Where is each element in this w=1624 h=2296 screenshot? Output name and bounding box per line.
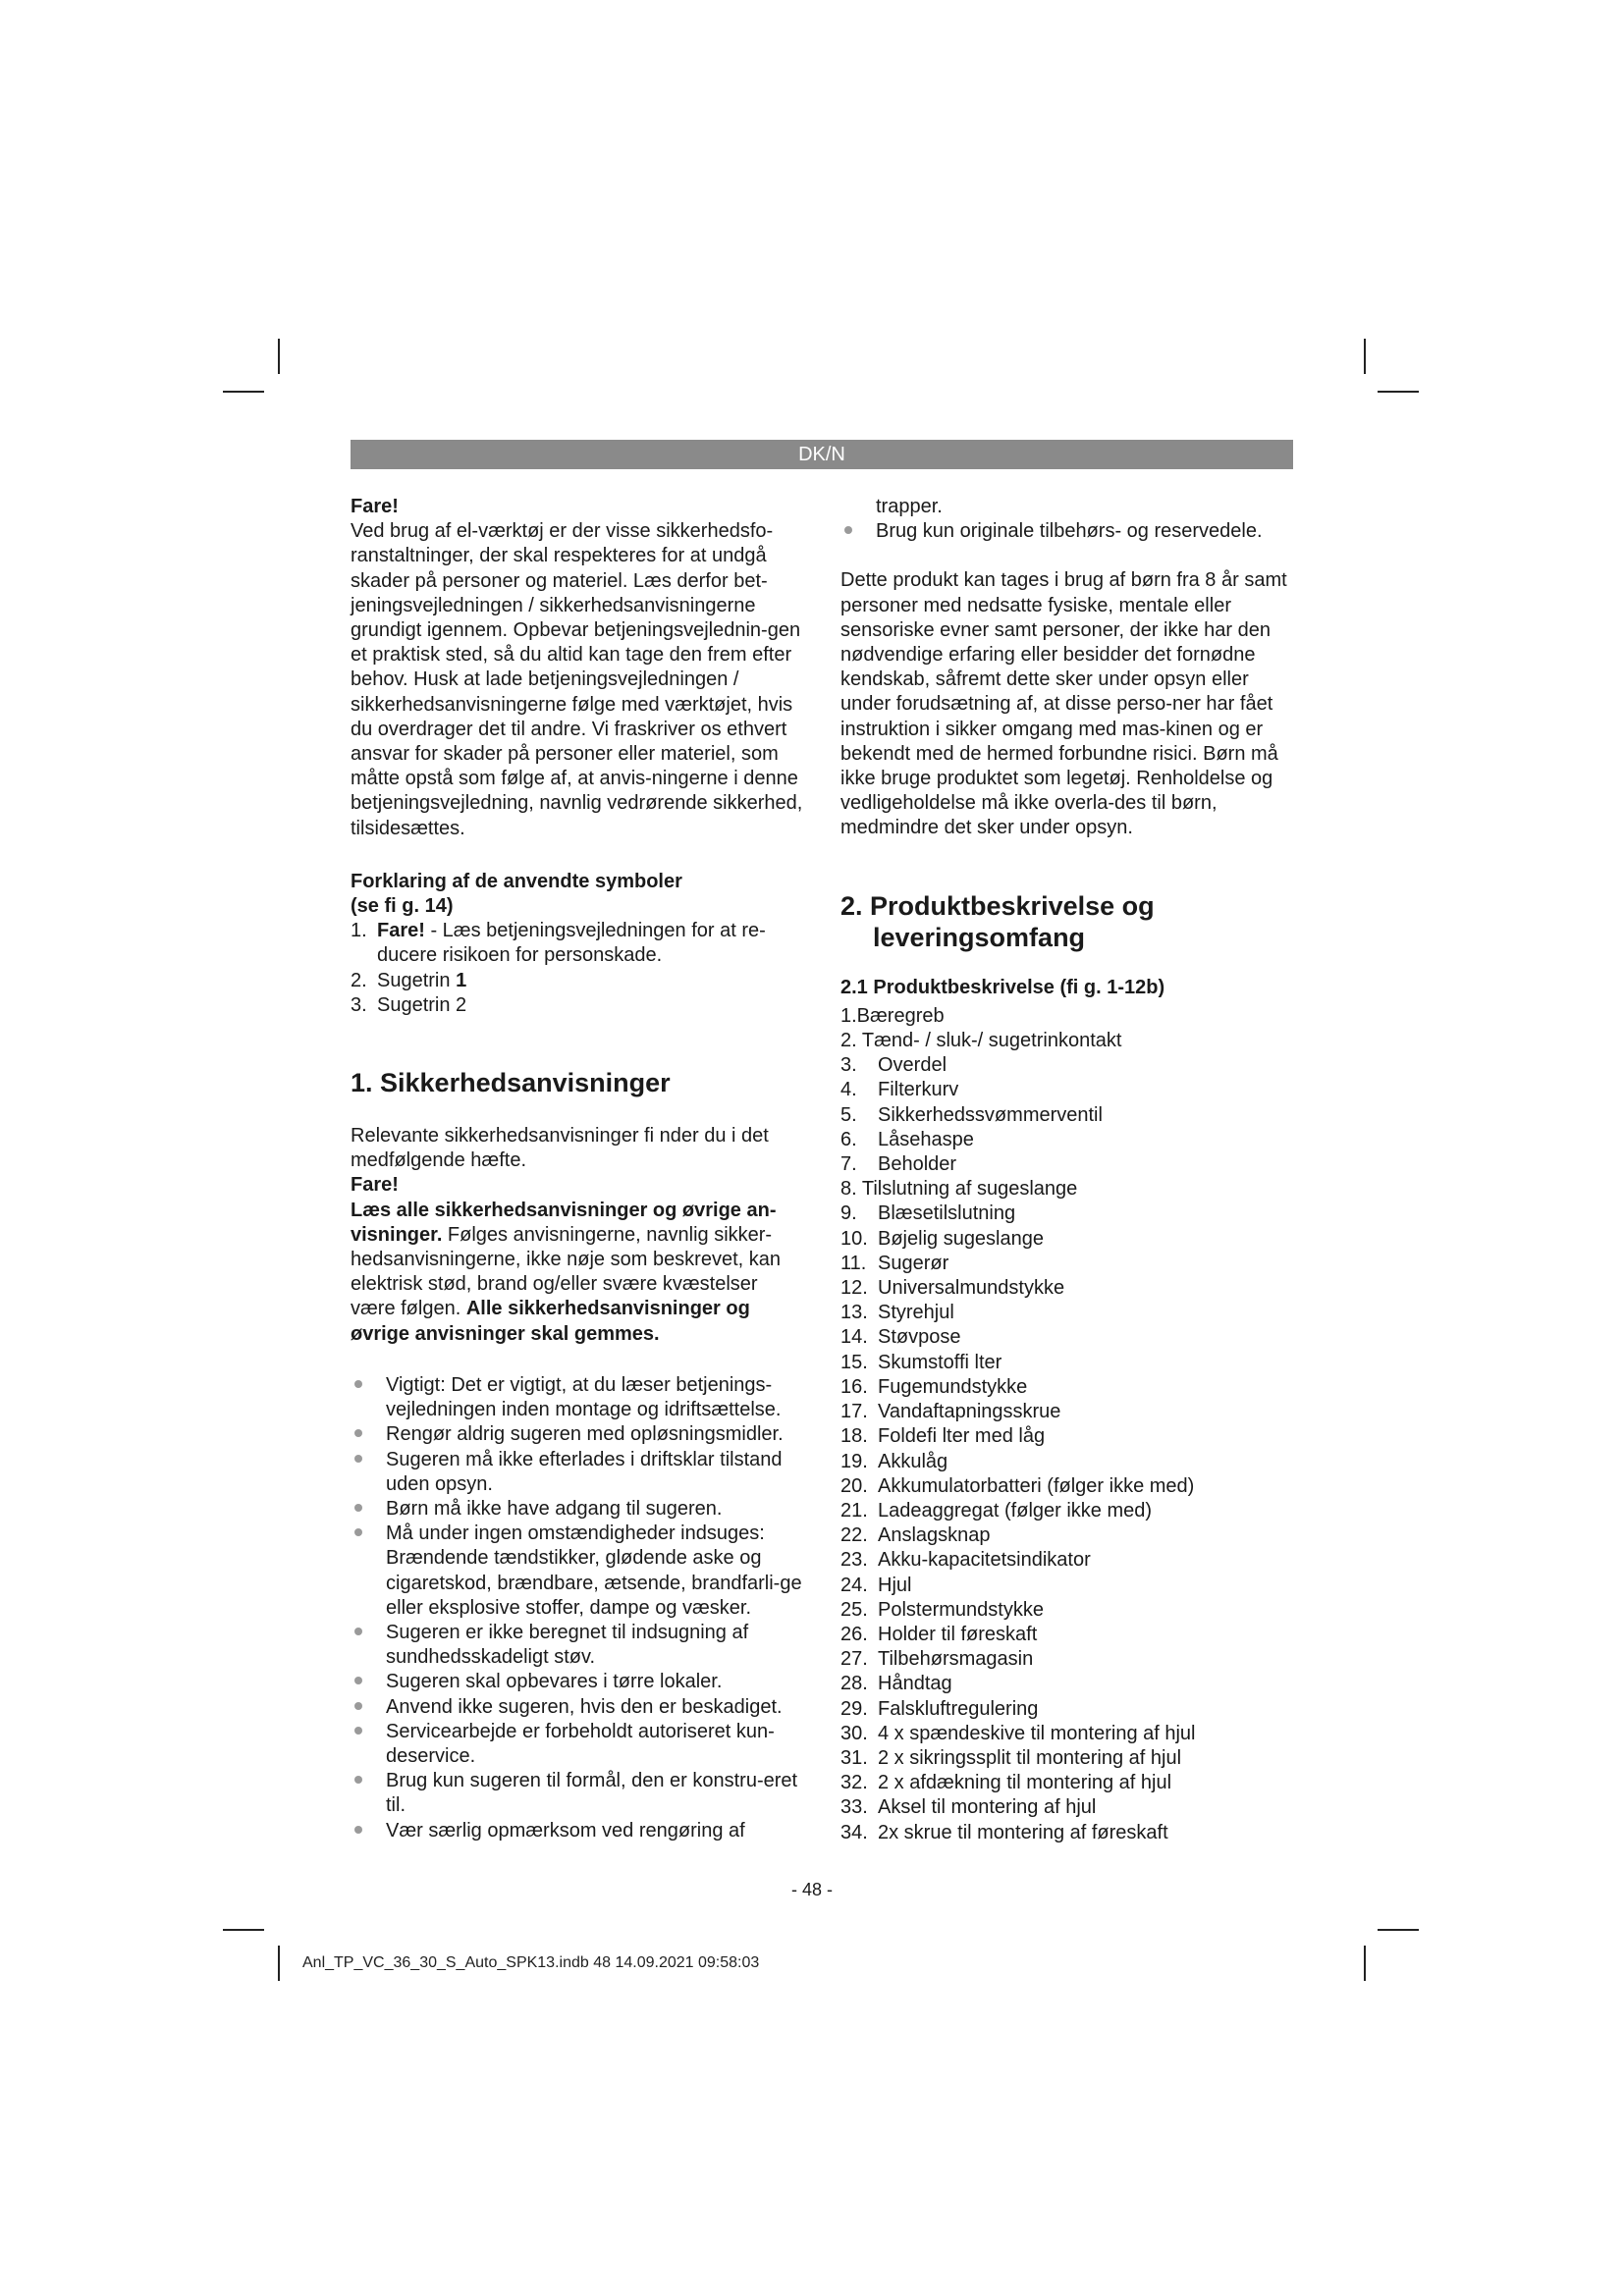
section-2-title: 2. Produktbeskrivelse og leveringsomfang <box>840 890 1155 952</box>
list-item: 25. Polstermundstykke <box>840 1598 1044 1621</box>
crop-mark <box>223 391 264 393</box>
list-item: Vigtigt: Det er vigtigt, at du læser betjenings-vejledningen inden montage og idriftsættelse. <box>351 1373 804 1422</box>
symbol-item: 2. Sugetrin 1 <box>351 969 467 991</box>
list-item: Sugeren må ikke efterlades i driftsklar tilstand uden opsyn. <box>351 1448 804 1497</box>
print-slug: Anl_TP_VC_36_30_S_Auto_SPK13.indb 48 14.09.2021 09:58:03 <box>302 1954 760 1971</box>
crop-mark <box>223 1929 264 1931</box>
safety-bullet-list-cont <box>840 519 1294 544</box>
list-item: 2. Tænd- / sluk-/ sugetrinkontakt <box>840 1030 1122 1052</box>
left-column <box>351 495 804 1843</box>
list-item: Sugeren er ikke beregnet til indsugning af sundhedsskadeligt støv. <box>351 1621 804 1670</box>
list-item: 3. Overdel <box>840 1054 947 1077</box>
fare-title: Fare! <box>351 496 399 517</box>
list-item: 30. 4 x spændeskive til montering af hjul <box>840 1722 1196 1744</box>
list-item: Vær særlig opmærksom ved rengøring af <box>351 1819 804 1843</box>
list-item: 34. 2x skrue til montering af føreskaft <box>840 1821 1168 1843</box>
subsection-2-1-title: 2.1 Produktbeskrivelse (fi g. 1-12b) <box>840 976 1165 998</box>
list-item: 13. Styrehjul <box>840 1302 954 1324</box>
list-item: 21. Ladeaggregat (følger ikke med) <box>840 1499 1153 1522</box>
list-item: 9. Blæsetilslutning <box>840 1202 1016 1225</box>
list-item: 22. Anslagsknap <box>840 1524 991 1547</box>
symbols-title: Forklaring af de anvendte symboler (se fi g. 14) <box>351 870 682 918</box>
list-item: Brug kun sugeren til formål, den er konstru-eret til. <box>351 1769 804 1818</box>
list-item: 33. Aksel til montering af hjul <box>840 1796 1097 1819</box>
list-item: Sugeren skal opbevares i tørre lokaler. <box>351 1670 804 1694</box>
list-item: 7. Beholder <box>840 1153 957 1176</box>
list-item: 31. 2 x sikringssplit til montering af hjul <box>840 1746 1182 1769</box>
fare-paragraph: Ved brug af el-værktøj er der visse sikkerhedsfo-ranstaltninger, der skal respekteres for at undgå skader på personer og materiel. Læs derfor bet-jeningsvejledningen / sikkerhedsanvisningerne grundigt igennem. Opbevar betjeningsvejlednin-gen et praktisk sted, så du altid kan tage den frem efter behov. Husk at lade betjeningsvejledningen / sikkerhedsanvisningerne følge med værktøjet, hvis du overdrager det til andre. Vi fraskriver os ethvert ansvar for skader på personer eller materiel, som måtte opstå som følge af, at anvis-ningerne i denne betjeningsvejledning, navnlig vedrørende sikkerhed, tilsidesættes. <box>351 520 803 839</box>
list-item: 23. Akku-kapacitetsindikator <box>840 1549 1091 1572</box>
list-item: Anvend ikke sugeren, hvis den er beskadiget. <box>351 1695 804 1720</box>
crop-mark <box>1364 1946 1366 1981</box>
list-item: 18. Foldefi lter med låg <box>840 1425 1046 1448</box>
list-item: 12. Universalmundstykke <box>840 1277 1065 1300</box>
list-item: 10. Bøjelig sugeslange <box>840 1227 1044 1250</box>
section-1-intro: Relevante sikkerhedsanvisninger fi nder du i det medfølgende hæfte. <box>351 1125 769 1172</box>
list-item: 24. Hjul <box>840 1574 912 1596</box>
warning-paragraph: Læs alle sikkerhedsanvisninger og øvrige an-visninger. Følges anvisningerne, navnlig sikker-hedsanvisningerne, ikke nøje som beskrevet, kan elektrisk stød, brand og/eller svære kvæstelser være følgen. Alle sikkerhedsanvisninger og øvrige anvisninger skal gemmes. <box>351 1199 782 1345</box>
list-item: 14. Støvpose <box>840 1326 961 1349</box>
parts-list <box>840 1004 1294 1845</box>
list-item: 8. Tilslutning af sugeslange <box>840 1178 1078 1201</box>
list-item: 20. Akkumulatorbatteri (følger ikke med) <box>840 1474 1195 1497</box>
crop-mark <box>1378 391 1419 393</box>
list-item: Rengør aldrig sugeren med opløsningsmidler. <box>351 1422 804 1447</box>
language-header-bar: DK/N <box>351 440 1293 469</box>
list-item: 27. Tilbehørsmagasin <box>840 1648 1034 1671</box>
list-item: 29. Falskluftregulering <box>840 1697 1039 1720</box>
section-1-fare: Fare! <box>351 1174 399 1197</box>
list-item: 28. Håndtag <box>840 1673 952 1695</box>
symbols-list <box>351 919 804 1018</box>
symbol-item: 1. Fare! - Læs betjeningsvejledningen for at re-ducere risikoen for personskade. <box>351 920 766 967</box>
page-number: - 48 - <box>790 1880 833 1899</box>
list-item: Børn må ikke have adgang til sugeren. <box>351 1497 804 1522</box>
crop-mark <box>1378 1929 1419 1931</box>
list-item: 17. Vandaftapningsskrue <box>840 1401 1061 1423</box>
list-item: Brug kun originale tilbehørs- og reservedele. <box>840 519 1294 544</box>
list-item: 26. Holder til føreskaft <box>840 1623 1038 1645</box>
continued-text: trapper. <box>876 496 943 517</box>
list-item: Må under ingen omstændigheder indsuges: Brændende tændstikker, glødende aske og cigaretskod, brændbare, ætsende, brandfarli-ge eller eksplosive stoffer, dampe og væsker. <box>351 1522 804 1621</box>
list-item: 6. Låsehaspe <box>840 1128 974 1150</box>
list-item: 19. Akkulåg <box>840 1450 948 1472</box>
section-1-title: 1. Sikkerhedsanvisninger <box>351 1068 671 1098</box>
list-item: 32. 2 x afdækning til montering af hjul <box>840 1772 1172 1794</box>
list-item: 1.Bæregreb <box>840 1004 945 1027</box>
symbol-item: 3. Sugetrin 2 <box>351 993 467 1016</box>
list-item: 11. Sugerør <box>840 1252 949 1274</box>
list-item: 16. Fugemundstykke <box>840 1375 1028 1398</box>
crop-mark <box>278 339 280 374</box>
list-item: 15. Skumstoffi lter <box>840 1351 1002 1373</box>
crop-mark <box>278 1946 280 1981</box>
safety-bullet-list <box>351 1373 804 1843</box>
crop-mark <box>1364 339 1366 374</box>
right-column <box>840 495 1294 1845</box>
list-item: 4. Filterkurv <box>840 1079 959 1101</box>
list-item: 5. Sikkerhedssvømmerventil <box>840 1103 1103 1126</box>
list-item: Servicearbejde er forbeholdt autoriseret kun-deservice. <box>351 1720 804 1769</box>
children-paragraph: Dette produkt kan tages i brug af børn fra 8 år samt personer med nedsatte fysiske, mentale eller sensoriske evner samt personer, der ikke har den nødvendige erfaring eller besidder det fornødne kendskab, såfremt dette sker under opsyn eller under forudsætning af, at disse perso-ner har fået instruktion i sikker omgang med mas-kinen og er bekendt med de hermed forbundne risici. Børn må ikke bruge produktet som legetøj. Renholdelse og vedligeholdelse må ikke overla-des til børn, medmindre det sker under opsyn. <box>840 569 1287 839</box>
